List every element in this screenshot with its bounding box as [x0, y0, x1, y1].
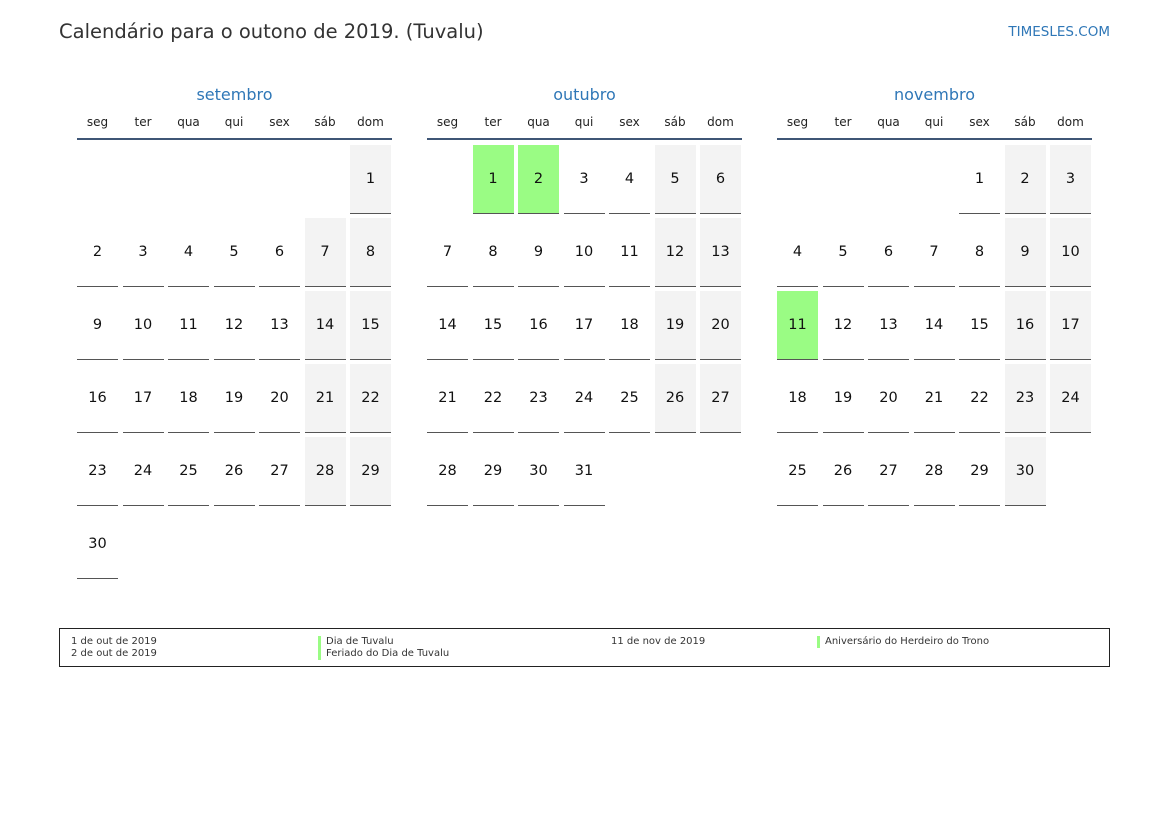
weekday-label: sáb	[1014, 115, 1036, 129]
weekend-day-cell: 9	[1005, 218, 1046, 287]
day-cell: 1	[959, 145, 1000, 214]
day-cell: 9	[77, 291, 118, 360]
weekday-label: qui	[574, 115, 594, 129]
day-cell: 10	[564, 218, 605, 287]
day-cell: 13	[868, 291, 909, 360]
day-cell: 30	[518, 437, 559, 506]
day-grid	[77, 145, 392, 579]
legend-holiday-name: Aniversário do Herdeiro do Trono	[817, 636, 989, 648]
day-cell: 25	[609, 364, 650, 433]
empty-cell	[168, 145, 209, 214]
day-cell: 9	[518, 218, 559, 287]
day-cell: 28	[427, 437, 468, 506]
day-cell: 7	[427, 218, 468, 287]
day-cell: 12	[823, 291, 864, 360]
day-cell: 2	[77, 218, 118, 287]
day-cell: 8	[959, 218, 1000, 287]
day-cell: 25	[777, 437, 818, 506]
weekend-day-cell: 28	[305, 437, 346, 506]
weekend-day-cell: 5	[655, 145, 696, 214]
day-cell: 27	[868, 437, 909, 506]
weekday-label: sex	[619, 115, 640, 129]
day-cell: 16	[518, 291, 559, 360]
legend-date: 1 de out de 2019	[71, 636, 157, 647]
empty-cell	[914, 145, 955, 214]
month-october	[427, 84, 742, 579]
weekend-day-cell: 22	[350, 364, 391, 433]
weekday-label: qua	[527, 115, 550, 129]
day-cell: 18	[168, 364, 209, 433]
month-november	[777, 84, 1092, 579]
legend-dates-1	[71, 636, 157, 660]
weekend-day-cell: 12	[655, 218, 696, 287]
day-cell: 20	[259, 364, 300, 433]
weekday-label: qui	[924, 115, 944, 129]
weekend-day-cell: 20	[700, 291, 741, 360]
weekday-header	[77, 114, 392, 140]
day-cell: 31	[564, 437, 605, 506]
weekday-label: qua	[177, 115, 200, 129]
holiday-day-cell: 11	[777, 291, 818, 360]
holiday-day-cell: 2	[518, 145, 559, 214]
month-title: setembro	[196, 85, 273, 104]
weekend-day-cell: 3	[1050, 145, 1091, 214]
weekday-label: ter	[134, 115, 152, 129]
day-cell: 14	[914, 291, 955, 360]
holiday-legend	[59, 628, 1110, 667]
weekday-label: qui	[224, 115, 244, 129]
legend-names-1	[318, 636, 449, 660]
day-cell: 24	[123, 437, 164, 506]
day-cell: 3	[564, 145, 605, 214]
empty-cell	[427, 145, 468, 214]
weekend-day-cell: 24	[1050, 364, 1091, 433]
weekday-header	[427, 114, 742, 140]
day-cell: 25	[168, 437, 209, 506]
day-cell: 7	[914, 218, 955, 287]
legend-dates-2	[611, 636, 705, 648]
day-cell: 15	[473, 291, 514, 360]
day-cell: 19	[214, 364, 255, 433]
day-cell: 21	[914, 364, 955, 433]
day-cell: 11	[609, 218, 650, 287]
weekday-label: dom	[1057, 115, 1084, 129]
empty-cell	[123, 145, 164, 214]
weekday-label: sáb	[664, 115, 686, 129]
empty-cell	[777, 145, 818, 214]
day-cell: 4	[609, 145, 650, 214]
month-september	[77, 84, 392, 579]
weekday-label: seg	[786, 115, 809, 129]
day-cell: 29	[959, 437, 1000, 506]
day-cell: 6	[259, 218, 300, 287]
weekend-day-cell: 30	[1005, 437, 1046, 506]
weekend-day-cell: 10	[1050, 218, 1091, 287]
weekend-day-cell: 14	[305, 291, 346, 360]
empty-cell	[868, 145, 909, 214]
day-cell: 23	[518, 364, 559, 433]
weekday-label: ter	[484, 115, 502, 129]
day-cell: 20	[868, 364, 909, 433]
weekend-day-cell: 17	[1050, 291, 1091, 360]
weekend-day-cell: 23	[1005, 364, 1046, 433]
legend-holiday-name: Feriado do Dia de Tuvalu	[318, 648, 449, 660]
day-cell: 22	[473, 364, 514, 433]
weekend-day-cell: 27	[700, 364, 741, 433]
weekend-day-cell: 6	[700, 145, 741, 214]
day-cell: 15	[959, 291, 1000, 360]
month-title: outubro	[553, 85, 616, 104]
weekend-day-cell: 13	[700, 218, 741, 287]
empty-cell	[214, 145, 255, 214]
weekday-header	[777, 114, 1092, 140]
weekday-label: seg	[86, 115, 109, 129]
weekend-day-cell: 1	[350, 145, 391, 214]
weekday-label: sex	[969, 115, 990, 129]
day-cell: 14	[427, 291, 468, 360]
weekend-day-cell: 2	[1005, 145, 1046, 214]
day-cell: 5	[214, 218, 255, 287]
day-cell: 30	[77, 510, 118, 579]
day-cell: 10	[123, 291, 164, 360]
weekday-label: sex	[269, 115, 290, 129]
day-cell: 11	[168, 291, 209, 360]
legend-holiday-name: Dia de Tuvalu	[318, 636, 449, 648]
day-grid	[427, 145, 742, 506]
legend-date: 2 de out de 2019	[71, 648, 157, 659]
day-cell: 22	[959, 364, 1000, 433]
day-cell: 26	[214, 437, 255, 506]
day-cell: 28	[914, 437, 955, 506]
weekday-label: dom	[357, 115, 384, 129]
day-cell: 18	[777, 364, 818, 433]
page-title: Calendário para o outono de 2019. (Tuvalu)	[59, 20, 484, 43]
day-grid	[777, 145, 1092, 506]
weekend-day-cell: 7	[305, 218, 346, 287]
day-cell: 17	[123, 364, 164, 433]
month-title: novembro	[894, 85, 975, 104]
weekday-label: qua	[877, 115, 900, 129]
day-cell: 6	[868, 218, 909, 287]
holiday-day-cell: 1	[473, 145, 514, 214]
weekday-label: sáb	[314, 115, 336, 129]
empty-cell	[305, 145, 346, 214]
empty-cell	[823, 145, 864, 214]
day-cell: 3	[123, 218, 164, 287]
weekend-day-cell: 26	[655, 364, 696, 433]
empty-cell	[259, 145, 300, 214]
site-link[interactable]: TIMESLES.COM	[1008, 24, 1110, 40]
day-cell: 29	[473, 437, 514, 506]
weekday-label: ter	[834, 115, 852, 129]
day-cell: 17	[564, 291, 605, 360]
day-cell: 21	[427, 364, 468, 433]
day-cell: 23	[77, 437, 118, 506]
calendar-months	[77, 84, 1092, 579]
empty-cell	[77, 145, 118, 214]
day-cell: 4	[777, 218, 818, 287]
weekday-label: seg	[436, 115, 459, 129]
weekend-day-cell: 8	[350, 218, 391, 287]
day-cell: 12	[214, 291, 255, 360]
weekend-day-cell: 15	[350, 291, 391, 360]
day-cell: 5	[823, 218, 864, 287]
weekend-day-cell: 16	[1005, 291, 1046, 360]
day-cell: 24	[564, 364, 605, 433]
day-cell: 27	[259, 437, 300, 506]
day-cell: 26	[823, 437, 864, 506]
weekend-day-cell: 21	[305, 364, 346, 433]
legend-names-2	[817, 636, 989, 648]
weekday-label: dom	[707, 115, 734, 129]
legend-date: 11 de nov de 2019	[611, 636, 706, 647]
day-cell: 8	[473, 218, 514, 287]
weekend-day-cell: 29	[350, 437, 391, 506]
day-cell: 18	[609, 291, 650, 360]
day-cell: 4	[168, 218, 209, 287]
day-cell: 16	[77, 364, 118, 433]
weekend-day-cell: 19	[655, 291, 696, 360]
day-cell: 13	[259, 291, 300, 360]
day-cell: 19	[823, 364, 864, 433]
